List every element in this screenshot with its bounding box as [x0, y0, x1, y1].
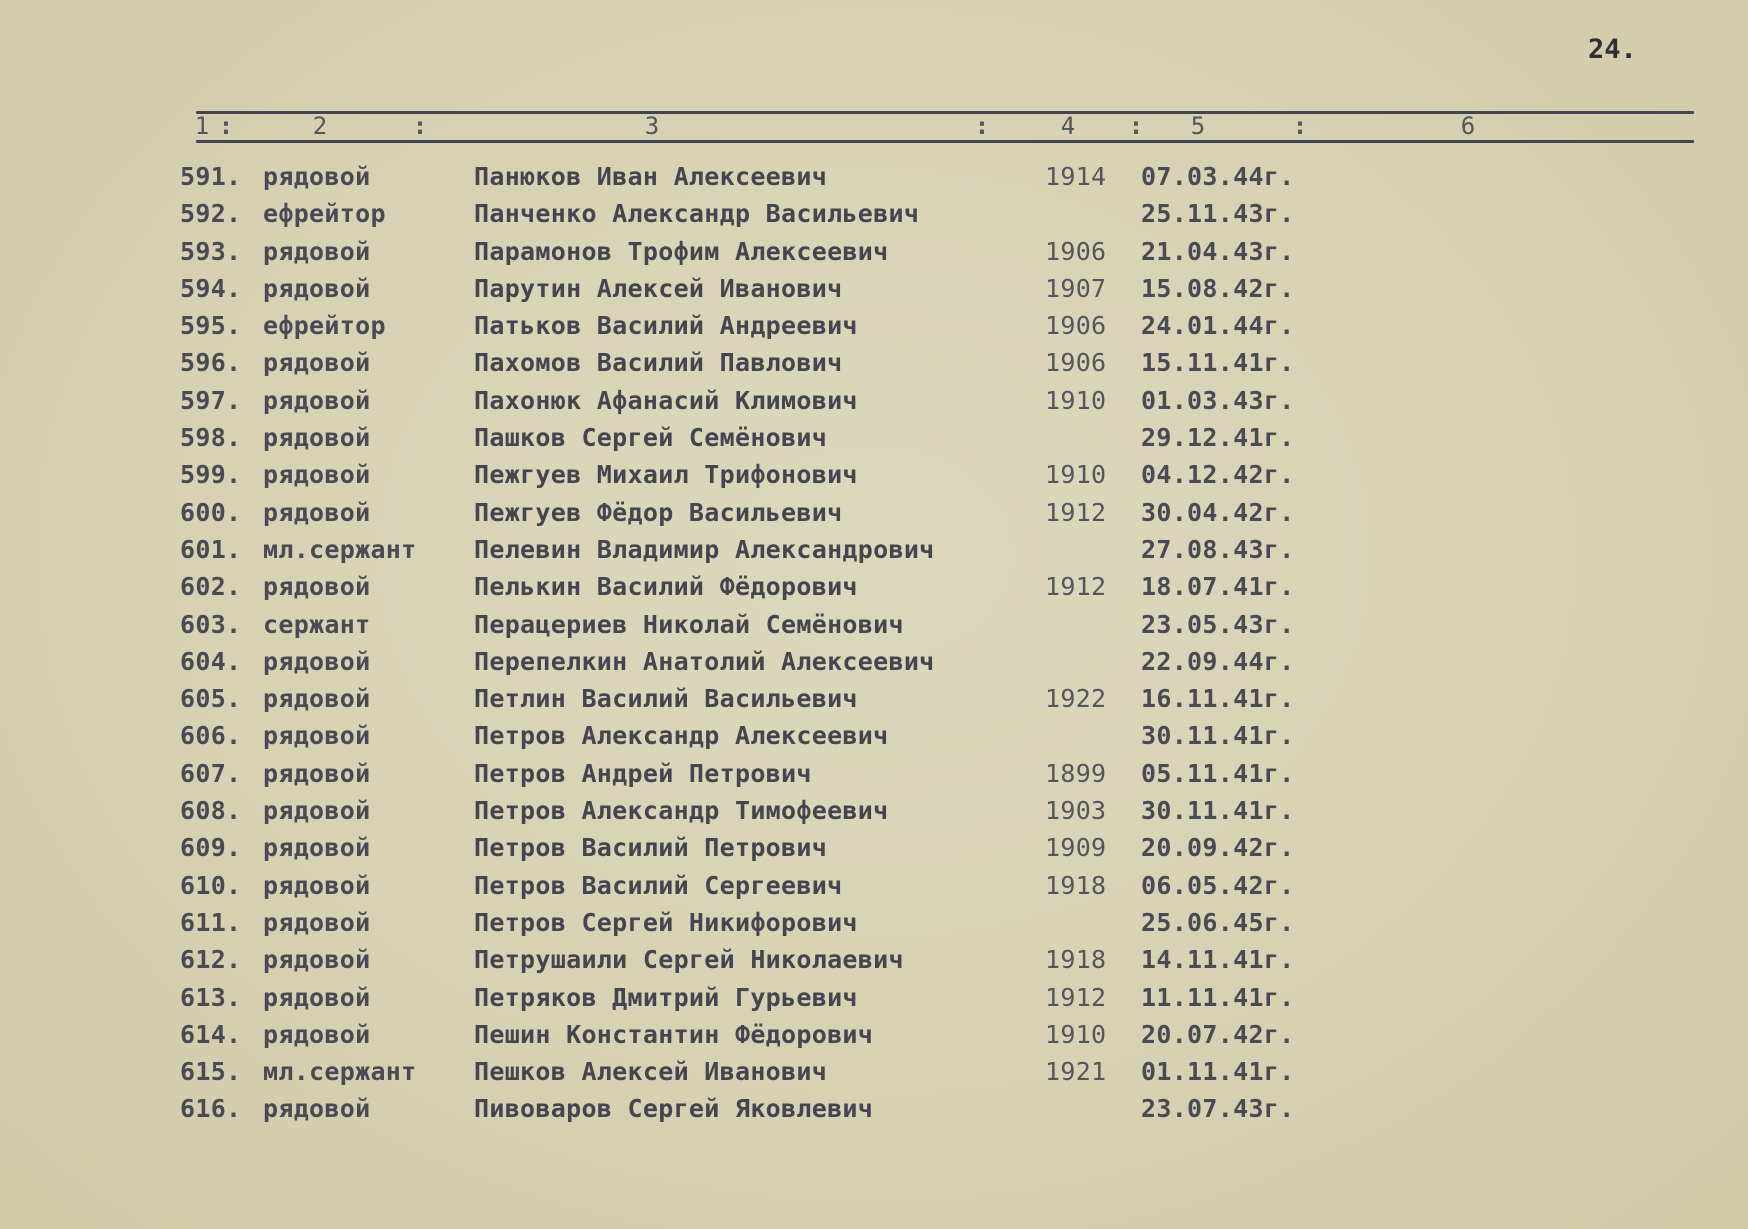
row-date: 05.11.41г.: [1141, 758, 1295, 788]
table-row: [0, 344, 1748, 381]
row-birth-year: 1914: [1045, 162, 1107, 191]
row-birth-year: 1912: [1045, 572, 1107, 602]
row-rank: рядовой: [263, 758, 371, 788]
row-number: 598.: [180, 423, 242, 453]
row-date: 16.11.41г.: [1141, 684, 1295, 714]
table-row: [0, 158, 1748, 195]
column-header-3: 3: [644, 112, 660, 140]
row-date: 23.07.43г.: [1141, 1094, 1295, 1124]
table-row: [0, 1090, 1748, 1127]
table-row: [0, 531, 1748, 568]
row-full-name: Петров Александр Тимофеевич: [474, 796, 889, 826]
table-body: [0, 158, 1748, 1128]
table-row: [0, 792, 1748, 829]
table-row: [0, 494, 1748, 531]
table-row: [0, 1053, 1748, 1090]
row-full-name: Пахомов Василий Павлович: [474, 348, 843, 378]
row-rank: рядовой: [263, 572, 371, 602]
row-number: 593.: [180, 236, 242, 266]
row-birth-year: 1918: [1045, 870, 1107, 900]
row-number: 607.: [180, 758, 242, 788]
row-date: 27.08.43г.: [1141, 534, 1295, 564]
row-birth-year: 1906: [1045, 236, 1107, 266]
column-header-4: 4: [1060, 112, 1076, 140]
row-number: 606.: [180, 721, 242, 751]
row-full-name: Пашков Сергей Семёнович: [474, 423, 828, 453]
table-row: [0, 1016, 1748, 1053]
header-bottom-rule: [196, 140, 1694, 143]
row-birth-year: 1906: [1045, 311, 1107, 341]
row-rank: рядовой: [263, 796, 371, 826]
row-rank: мл.сержант: [263, 1057, 417, 1087]
column-separator: :: [218, 112, 234, 140]
row-number: 602.: [180, 572, 242, 602]
column-header-1: 1: [194, 112, 210, 140]
row-date: 22.09.44г.: [1141, 646, 1295, 676]
row-rank: рядовой: [263, 162, 371, 191]
column-header-5: 5: [1190, 112, 1206, 140]
table-row: [0, 717, 1748, 754]
row-date: 14.11.41г.: [1141, 945, 1295, 975]
row-rank: рядовой: [263, 385, 371, 415]
row-number: 616.: [180, 1094, 242, 1124]
column-header-6: 6: [1460, 112, 1476, 140]
row-full-name: Перацериев Николай Семёнович: [474, 609, 904, 639]
row-rank: рядовой: [263, 907, 371, 937]
table-row: [0, 979, 1748, 1016]
row-number: 613.: [180, 982, 242, 1012]
row-number: 601.: [180, 534, 242, 564]
row-date: 20.09.42г.: [1141, 833, 1295, 863]
row-full-name: Парутин Алексей Иванович: [474, 273, 843, 303]
row-date: 04.12.42г.: [1141, 460, 1295, 490]
table-row: [0, 307, 1748, 344]
row-rank: рядовой: [263, 423, 371, 453]
row-date: 07.03.44г.: [1141, 162, 1295, 191]
row-birth-year: 1899: [1045, 758, 1107, 788]
table-row: [0, 606, 1748, 643]
row-rank: рядовой: [263, 497, 371, 527]
row-full-name: Пешков Алексей Иванович: [474, 1057, 828, 1087]
table-row: [0, 419, 1748, 456]
row-full-name: Петров Сергей Никифорович: [474, 907, 858, 937]
row-full-name: Петров Василий Петрович: [474, 833, 828, 863]
row-date: 30.04.42г.: [1141, 497, 1295, 527]
table-row: [0, 233, 1748, 270]
row-full-name: Пахонюк Афанасий Климович: [474, 385, 858, 415]
row-full-name: Парамонов Трофим Алексеевич: [474, 236, 889, 266]
column-separator: :: [412, 112, 428, 140]
row-birth-year: 1910: [1045, 1019, 1107, 1049]
row-full-name: Пежгуев Фёдор Васильевич: [474, 497, 843, 527]
row-rank: рядовой: [263, 273, 371, 303]
row-full-name: Панченко Александр Васильевич: [474, 199, 920, 229]
row-full-name: Пешин Константин Фёдорович: [474, 1019, 874, 1049]
row-number: 608.: [180, 796, 242, 826]
row-number: 604.: [180, 646, 242, 676]
row-number: 600.: [180, 497, 242, 527]
column-header-2: 2: [312, 112, 328, 140]
row-full-name: Панюков Иван Алексеевич: [474, 162, 828, 191]
row-date: 01.11.41г.: [1141, 1057, 1295, 1087]
row-rank: рядовой: [263, 1094, 371, 1124]
row-birth-year: 1907: [1045, 273, 1107, 303]
row-number: 597.: [180, 385, 242, 415]
row-number: 611.: [180, 907, 242, 937]
row-full-name: Патьков Василий Андреевич: [474, 311, 858, 341]
row-number: 592.: [180, 199, 242, 229]
row-rank: рядовой: [263, 870, 371, 900]
column-separator: :: [974, 112, 990, 140]
table-row: [0, 941, 1748, 978]
row-date: 18.07.41г.: [1141, 572, 1295, 602]
row-birth-year: 1910: [1045, 460, 1107, 490]
row-number: 603.: [180, 609, 242, 639]
table-row: [0, 904, 1748, 941]
row-full-name: Пежгуев Михаил Трифонович: [474, 460, 858, 490]
row-rank: ефрейтор: [263, 311, 386, 341]
row-date: 15.08.42г.: [1141, 273, 1295, 303]
table-row: [0, 643, 1748, 680]
row-rank: мл.сержант: [263, 534, 417, 564]
row-date: 15.11.41г.: [1141, 348, 1295, 378]
row-number: 596.: [180, 348, 242, 378]
row-birth-year: 1921: [1045, 1057, 1107, 1087]
row-rank: рядовой: [263, 460, 371, 490]
row-birth-year: 1912: [1045, 497, 1107, 527]
table-row: [0, 680, 1748, 717]
row-full-name: Петров Василий Сергеевич: [474, 870, 843, 900]
row-rank: сержант: [263, 609, 371, 639]
row-number: 595.: [180, 311, 242, 341]
row-rank: рядовой: [263, 646, 371, 676]
row-birth-year: 1909: [1045, 833, 1107, 863]
row-number: 615.: [180, 1057, 242, 1087]
row-rank: рядовой: [263, 982, 371, 1012]
row-date: 06.05.42г.: [1141, 870, 1295, 900]
row-full-name: Пелевин Владимир Александрович: [474, 534, 935, 564]
table-row: [0, 382, 1748, 419]
row-birth-year: 1910: [1045, 385, 1107, 415]
table-row: [0, 829, 1748, 866]
row-date: 30.11.41г.: [1141, 796, 1295, 826]
row-rank: рядовой: [263, 348, 371, 378]
row-date: 11.11.41г.: [1141, 982, 1295, 1012]
row-date: 25.11.43г.: [1141, 199, 1295, 229]
row-rank: рядовой: [263, 1019, 371, 1049]
row-number: 614.: [180, 1019, 242, 1049]
row-full-name: Петров Андрей Петрович: [474, 758, 812, 788]
row-date: 29.12.41г.: [1141, 423, 1295, 453]
row-date: 23.05.43г.: [1141, 609, 1295, 639]
table-row: [0, 195, 1748, 232]
row-full-name: Петрушаили Сергей Николаевич: [474, 945, 904, 975]
row-number: 612.: [180, 945, 242, 975]
row-number: 599.: [180, 460, 242, 490]
row-number: 610.: [180, 870, 242, 900]
table-row: [0, 755, 1748, 792]
row-date: 25.06.45г.: [1141, 907, 1295, 937]
row-rank: рядовой: [263, 833, 371, 863]
row-full-name: Пивоваров Сергей Яковлевич: [474, 1094, 874, 1124]
row-full-name: Петлин Василий Васильевич: [474, 684, 858, 714]
row-date: 20.07.42г.: [1141, 1019, 1295, 1049]
column-separator: :: [1128, 112, 1144, 140]
row-rank: рядовой: [263, 945, 371, 975]
row-birth-year: 1912: [1045, 982, 1107, 1012]
row-date: 24.01.44г.: [1141, 311, 1295, 341]
table-row: [0, 456, 1748, 493]
table-row: [0, 270, 1748, 307]
row-rank: ефрейтор: [263, 199, 386, 229]
row-rank: рядовой: [263, 684, 371, 714]
row-birth-year: 1906: [1045, 348, 1107, 378]
row-date: 30.11.41г.: [1141, 721, 1295, 751]
row-birth-year: 1922: [1045, 684, 1107, 714]
table-header: [196, 113, 1694, 139]
row-date: 01.03.43г.: [1141, 385, 1295, 415]
row-number: 594.: [180, 273, 242, 303]
row-birth-year: 1918: [1045, 945, 1107, 975]
row-number: 605.: [180, 684, 242, 714]
row-number: 609.: [180, 833, 242, 863]
row-rank: рядовой: [263, 721, 371, 751]
row-number: 591.: [180, 162, 242, 191]
row-rank: рядовой: [263, 236, 371, 266]
table-row: [0, 867, 1748, 904]
row-full-name: Петров Александр Алексеевич: [474, 721, 889, 751]
row-full-name: Перепелкин Анатолий Алексеевич: [474, 646, 935, 676]
row-birth-year: 1903: [1045, 796, 1107, 826]
row-full-name: Пелькин Василий Фёдорович: [474, 572, 858, 602]
row-full-name: Петряков Дмитрий Гурьевич: [474, 982, 858, 1012]
row-date: 21.04.43г.: [1141, 236, 1295, 266]
table-row: [0, 568, 1748, 605]
page-number: 24.: [1588, 34, 1637, 65]
column-separator: :: [1292, 112, 1308, 140]
